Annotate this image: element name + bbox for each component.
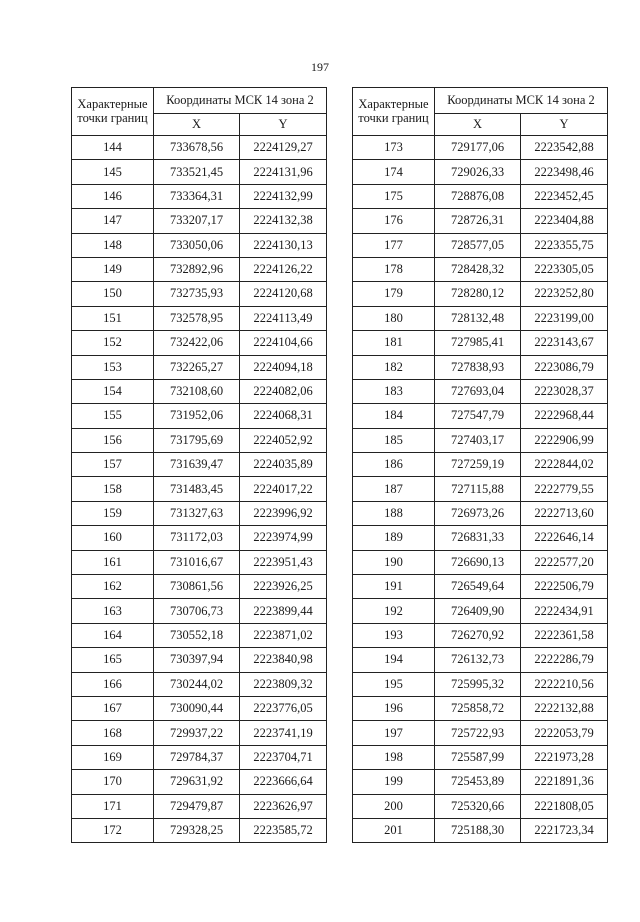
x-coordinate-cell: 727547,79	[435, 404, 521, 428]
coordinates-table-left	[71, 87, 327, 843]
point-number-cell: 195	[353, 672, 435, 696]
point-number-cell: 163	[72, 599, 154, 623]
table-row	[72, 477, 327, 501]
table-row	[353, 160, 608, 184]
table-row	[72, 599, 327, 623]
x-coordinate-cell: 733521,45	[154, 160, 240, 184]
point-number-cell: 161	[72, 550, 154, 574]
y-coordinate-cell: 2223951,43	[240, 550, 327, 574]
y-coordinate-cell: 2224132,38	[240, 209, 327, 233]
y-coordinate-cell: 2222577,20	[521, 550, 608, 574]
point-number-cell: 171	[72, 794, 154, 818]
y-coordinate-cell: 2224120,68	[240, 282, 327, 306]
y-coordinate-cell: 2223704,71	[240, 745, 327, 769]
point-number-cell: 152	[72, 331, 154, 355]
table-row	[353, 404, 608, 428]
y-coordinate-cell: 2224082,06	[240, 379, 327, 403]
table-row	[72, 648, 327, 672]
point-number-cell: 200	[353, 794, 435, 818]
y-coordinate-cell: 2223404,88	[521, 209, 608, 233]
y-coordinate-cell: 2224052,92	[240, 428, 327, 452]
x-coordinate-cell: 732422,06	[154, 331, 240, 355]
point-number-cell: 180	[353, 306, 435, 330]
point-number-cell: 198	[353, 745, 435, 769]
x-coordinate-cell: 733678,56	[154, 136, 240, 160]
y-coordinate-cell: 2223305,05	[521, 257, 608, 281]
y-coordinate-cell: 2224126,22	[240, 257, 327, 281]
table-row	[353, 526, 608, 550]
table-row	[72, 623, 327, 647]
x-coordinate-cell: 725587,99	[435, 745, 521, 769]
point-number-cell: 190	[353, 550, 435, 574]
point-number-cell: 170	[72, 770, 154, 794]
table-row	[353, 818, 608, 842]
point-number-cell: 174	[353, 160, 435, 184]
y-coordinate-cell: 2223926,25	[240, 575, 327, 599]
page-number: 197	[311, 60, 329, 74]
x-coordinate-cell: 729631,92	[154, 770, 240, 794]
x-coordinate-cell: 731795,69	[154, 428, 240, 452]
coordinates-table-right	[352, 87, 608, 843]
table-row	[353, 233, 608, 257]
coords-title-header: Координаты МСК 14 зона 2	[154, 88, 327, 114]
x-coordinate-cell: 727693,04	[435, 379, 521, 403]
point-number-cell: 178	[353, 257, 435, 281]
table-row	[353, 575, 608, 599]
table-row	[353, 306, 608, 330]
y-coordinate-cell: 2221808,05	[521, 794, 608, 818]
x-coordinate-cell: 730706,73	[154, 599, 240, 623]
point-number-cell: 146	[72, 184, 154, 208]
y-coordinate-cell: 2223585,72	[240, 818, 327, 842]
x-coordinate-cell: 732892,96	[154, 257, 240, 281]
table-row	[353, 209, 608, 233]
table-row	[353, 696, 608, 720]
points-header-line1: Характерные	[77, 97, 148, 112]
table-row	[72, 526, 327, 550]
table-row	[72, 184, 327, 208]
x-coordinate-cell: 731016,67	[154, 550, 240, 574]
x-coordinate-cell: 733050,06	[154, 233, 240, 257]
table-row	[72, 257, 327, 281]
table-row	[72, 379, 327, 403]
y-coordinate-cell: 2223028,37	[521, 379, 608, 403]
point-number-cell: 147	[72, 209, 154, 233]
table-row	[72, 745, 327, 769]
table-row	[353, 184, 608, 208]
x-coordinate-cell: 726831,33	[435, 526, 521, 550]
x-coordinate-cell: 726973,26	[435, 501, 521, 525]
x-coordinate-cell: 725995,32	[435, 672, 521, 696]
table-row	[353, 355, 608, 379]
y-coordinate-cell: 2223666,64	[240, 770, 327, 794]
y-coordinate-cell: 2224104,66	[240, 331, 327, 355]
table-row	[353, 501, 608, 525]
y-coordinate-cell: 2223974,99	[240, 526, 327, 550]
y-coordinate-cell: 2223143,67	[521, 331, 608, 355]
y-coordinate-cell: 2222053,79	[521, 721, 608, 745]
x-coordinate-cell: 730552,18	[154, 623, 240, 647]
x-column-header: X	[154, 114, 240, 136]
y-coordinate-cell: 2224017,22	[240, 477, 327, 501]
point-number-cell: 183	[353, 379, 435, 403]
y-coordinate-cell: 2224035,89	[240, 453, 327, 477]
x-coordinate-cell: 732578,95	[154, 306, 240, 330]
point-number-cell: 173	[353, 136, 435, 160]
x-coordinate-cell: 727259,19	[435, 453, 521, 477]
points-header-line2: точки границ	[77, 110, 148, 125]
y-coordinate-cell: 2223542,88	[521, 136, 608, 160]
table-row	[72, 160, 327, 184]
x-coordinate-cell: 729479,87	[154, 794, 240, 818]
x-coordinate-cell: 727403,17	[435, 428, 521, 452]
x-coordinate-cell: 729026,33	[435, 160, 521, 184]
points-column-header	[72, 88, 154, 136]
y-coordinate-cell: 2223996,92	[240, 501, 327, 525]
point-number-cell: 149	[72, 257, 154, 281]
y-coordinate-cell: 2223871,02	[240, 623, 327, 647]
x-coordinate-cell: 726549,64	[435, 575, 521, 599]
x-column-header: X	[435, 114, 521, 136]
table-row	[353, 136, 608, 160]
table-row	[353, 257, 608, 281]
x-coordinate-cell: 726690,13	[435, 550, 521, 574]
x-coordinate-cell: 727115,88	[435, 477, 521, 501]
x-coordinate-cell: 730397,94	[154, 648, 240, 672]
x-coordinate-cell: 731483,45	[154, 477, 240, 501]
table-row	[72, 794, 327, 818]
x-coordinate-cell: 725188,30	[435, 818, 521, 842]
table-row	[72, 453, 327, 477]
x-coordinate-cell: 726132,73	[435, 648, 521, 672]
points-header-line2: точки границ	[358, 110, 429, 125]
y-coordinate-cell: 2224113,49	[240, 306, 327, 330]
table-row	[72, 331, 327, 355]
y-coordinate-cell: 2224129,27	[240, 136, 327, 160]
point-number-cell: 166	[72, 672, 154, 696]
point-number-cell: 160	[72, 526, 154, 550]
point-number-cell: 196	[353, 696, 435, 720]
table-row	[72, 550, 327, 574]
table-row	[72, 209, 327, 233]
y-coordinate-cell: 2224130,13	[240, 233, 327, 257]
x-coordinate-cell: 725858,72	[435, 696, 521, 720]
table-row	[72, 428, 327, 452]
table-row	[72, 770, 327, 794]
point-number-cell: 172	[72, 818, 154, 842]
table-row	[72, 136, 327, 160]
y-coordinate-cell: 2222286,79	[521, 648, 608, 672]
point-number-cell: 158	[72, 477, 154, 501]
table-row	[353, 453, 608, 477]
table-row	[353, 477, 608, 501]
x-coordinate-cell: 729328,25	[154, 818, 240, 842]
point-number-cell: 194	[353, 648, 435, 672]
table-row	[353, 721, 608, 745]
table-row	[72, 355, 327, 379]
y-coordinate-cell: 2221973,28	[521, 745, 608, 769]
x-coordinate-cell: 728132,48	[435, 306, 521, 330]
table-row	[72, 501, 327, 525]
y-coordinate-cell: 2223626,97	[240, 794, 327, 818]
y-coordinate-cell: 2222210,56	[521, 672, 608, 696]
table-row	[72, 404, 327, 428]
table-row	[72, 575, 327, 599]
x-coordinate-cell: 725320,66	[435, 794, 521, 818]
table-row	[353, 623, 608, 647]
point-number-cell: 168	[72, 721, 154, 745]
x-coordinate-cell: 731172,03	[154, 526, 240, 550]
x-coordinate-cell: 732265,27	[154, 355, 240, 379]
point-number-cell: 181	[353, 331, 435, 355]
y-coordinate-cell: 2224131,96	[240, 160, 327, 184]
point-number-cell: 157	[72, 453, 154, 477]
point-number-cell: 184	[353, 404, 435, 428]
point-number-cell: 162	[72, 575, 154, 599]
table-row	[353, 331, 608, 355]
table-row	[353, 648, 608, 672]
table-row	[353, 282, 608, 306]
y-coordinate-cell: 2223840,98	[240, 648, 327, 672]
x-coordinate-cell: 728726,31	[435, 209, 521, 233]
y-coordinate-cell: 2223355,75	[521, 233, 608, 257]
x-coordinate-cell: 730244,02	[154, 672, 240, 696]
y-coordinate-cell: 2222132,88	[521, 696, 608, 720]
point-number-cell: 165	[72, 648, 154, 672]
x-coordinate-cell: 728428,32	[435, 257, 521, 281]
y-coordinate-cell: 2223086,79	[521, 355, 608, 379]
point-number-cell: 199	[353, 770, 435, 794]
point-number-cell: 182	[353, 355, 435, 379]
y-coordinate-cell: 2224068,31	[240, 404, 327, 428]
x-coordinate-cell: 730861,56	[154, 575, 240, 599]
y-coordinate-cell: 2222844,02	[521, 453, 608, 477]
point-number-cell: 151	[72, 306, 154, 330]
point-number-cell: 148	[72, 233, 154, 257]
y-coordinate-cell: 2224094,18	[240, 355, 327, 379]
y-coordinate-cell: 2223498,46	[521, 160, 608, 184]
points-header-line1: Характерные	[358, 97, 429, 112]
table-row	[353, 550, 608, 574]
point-number-cell: 175	[353, 184, 435, 208]
y-coordinate-cell: 2223252,80	[521, 282, 608, 306]
point-number-cell: 179	[353, 282, 435, 306]
x-coordinate-cell: 725453,89	[435, 770, 521, 794]
table-row	[72, 696, 327, 720]
point-number-cell: 193	[353, 623, 435, 647]
y-coordinate-cell: 2223776,05	[240, 696, 327, 720]
point-number-cell: 155	[72, 404, 154, 428]
y-coordinate-cell: 2222968,44	[521, 404, 608, 428]
x-coordinate-cell: 726409,90	[435, 599, 521, 623]
y-coordinate-cell: 2222646,14	[521, 526, 608, 550]
point-number-cell: 187	[353, 477, 435, 501]
point-number-cell: 145	[72, 160, 154, 184]
x-coordinate-cell: 732735,93	[154, 282, 240, 306]
y-coordinate-cell: 2223809,32	[240, 672, 327, 696]
point-number-cell: 201	[353, 818, 435, 842]
table-row	[72, 233, 327, 257]
table-row	[353, 428, 608, 452]
table-row	[353, 379, 608, 403]
point-number-cell: 169	[72, 745, 154, 769]
table-row	[72, 818, 327, 842]
point-number-cell: 188	[353, 501, 435, 525]
x-coordinate-cell: 733207,17	[154, 209, 240, 233]
point-number-cell: 176	[353, 209, 435, 233]
table-row	[72, 306, 327, 330]
x-coordinate-cell: 728577,05	[435, 233, 521, 257]
points-column-header	[353, 88, 435, 136]
point-number-cell: 191	[353, 575, 435, 599]
coords-title-header: Координаты МСК 14 зона 2	[435, 88, 608, 114]
x-coordinate-cell: 729937,22	[154, 721, 240, 745]
x-coordinate-cell: 728876,08	[435, 184, 521, 208]
point-number-cell: 197	[353, 721, 435, 745]
x-coordinate-cell: 729784,37	[154, 745, 240, 769]
x-coordinate-cell: 725722,93	[435, 721, 521, 745]
point-number-cell: 189	[353, 526, 435, 550]
y-coordinate-cell: 2222779,55	[521, 477, 608, 501]
point-number-cell: 154	[72, 379, 154, 403]
table-row	[72, 672, 327, 696]
x-coordinate-cell: 731952,06	[154, 404, 240, 428]
x-coordinate-cell: 726270,92	[435, 623, 521, 647]
y-coordinate-cell: 2221723,34	[521, 818, 608, 842]
y-coordinate-cell: 2222361,58	[521, 623, 608, 647]
x-coordinate-cell: 733364,31	[154, 184, 240, 208]
table-row	[72, 721, 327, 745]
y-column-header: Y	[521, 114, 608, 136]
point-number-cell: 185	[353, 428, 435, 452]
x-coordinate-cell: 729177,06	[435, 136, 521, 160]
point-number-cell: 177	[353, 233, 435, 257]
x-coordinate-cell: 730090,44	[154, 696, 240, 720]
y-coordinate-cell: 2224132,99	[240, 184, 327, 208]
point-number-cell: 144	[72, 136, 154, 160]
y-column-header: Y	[240, 114, 327, 136]
x-coordinate-cell: 728280,12	[435, 282, 521, 306]
point-number-cell: 159	[72, 501, 154, 525]
y-coordinate-cell: 2223452,45	[521, 184, 608, 208]
table-row	[72, 282, 327, 306]
x-coordinate-cell: 727985,41	[435, 331, 521, 355]
point-number-cell: 164	[72, 623, 154, 647]
table-row	[353, 745, 608, 769]
x-coordinate-cell: 731327,63	[154, 501, 240, 525]
point-number-cell: 156	[72, 428, 154, 452]
table-row	[353, 794, 608, 818]
y-coordinate-cell: 2223741,19	[240, 721, 327, 745]
x-coordinate-cell: 732108,60	[154, 379, 240, 403]
point-number-cell: 150	[72, 282, 154, 306]
y-coordinate-cell: 2221891,36	[521, 770, 608, 794]
y-coordinate-cell: 2222434,91	[521, 599, 608, 623]
table-row	[353, 672, 608, 696]
table-row	[353, 599, 608, 623]
y-coordinate-cell: 2223899,44	[240, 599, 327, 623]
y-coordinate-cell: 2222906,99	[521, 428, 608, 452]
table-row	[353, 770, 608, 794]
point-number-cell: 192	[353, 599, 435, 623]
y-coordinate-cell: 2223199,00	[521, 306, 608, 330]
x-coordinate-cell: 727838,93	[435, 355, 521, 379]
point-number-cell: 167	[72, 696, 154, 720]
point-number-cell: 186	[353, 453, 435, 477]
y-coordinate-cell: 2222713,60	[521, 501, 608, 525]
x-coordinate-cell: 731639,47	[154, 453, 240, 477]
point-number-cell: 153	[72, 355, 154, 379]
y-coordinate-cell: 2222506,79	[521, 575, 608, 599]
